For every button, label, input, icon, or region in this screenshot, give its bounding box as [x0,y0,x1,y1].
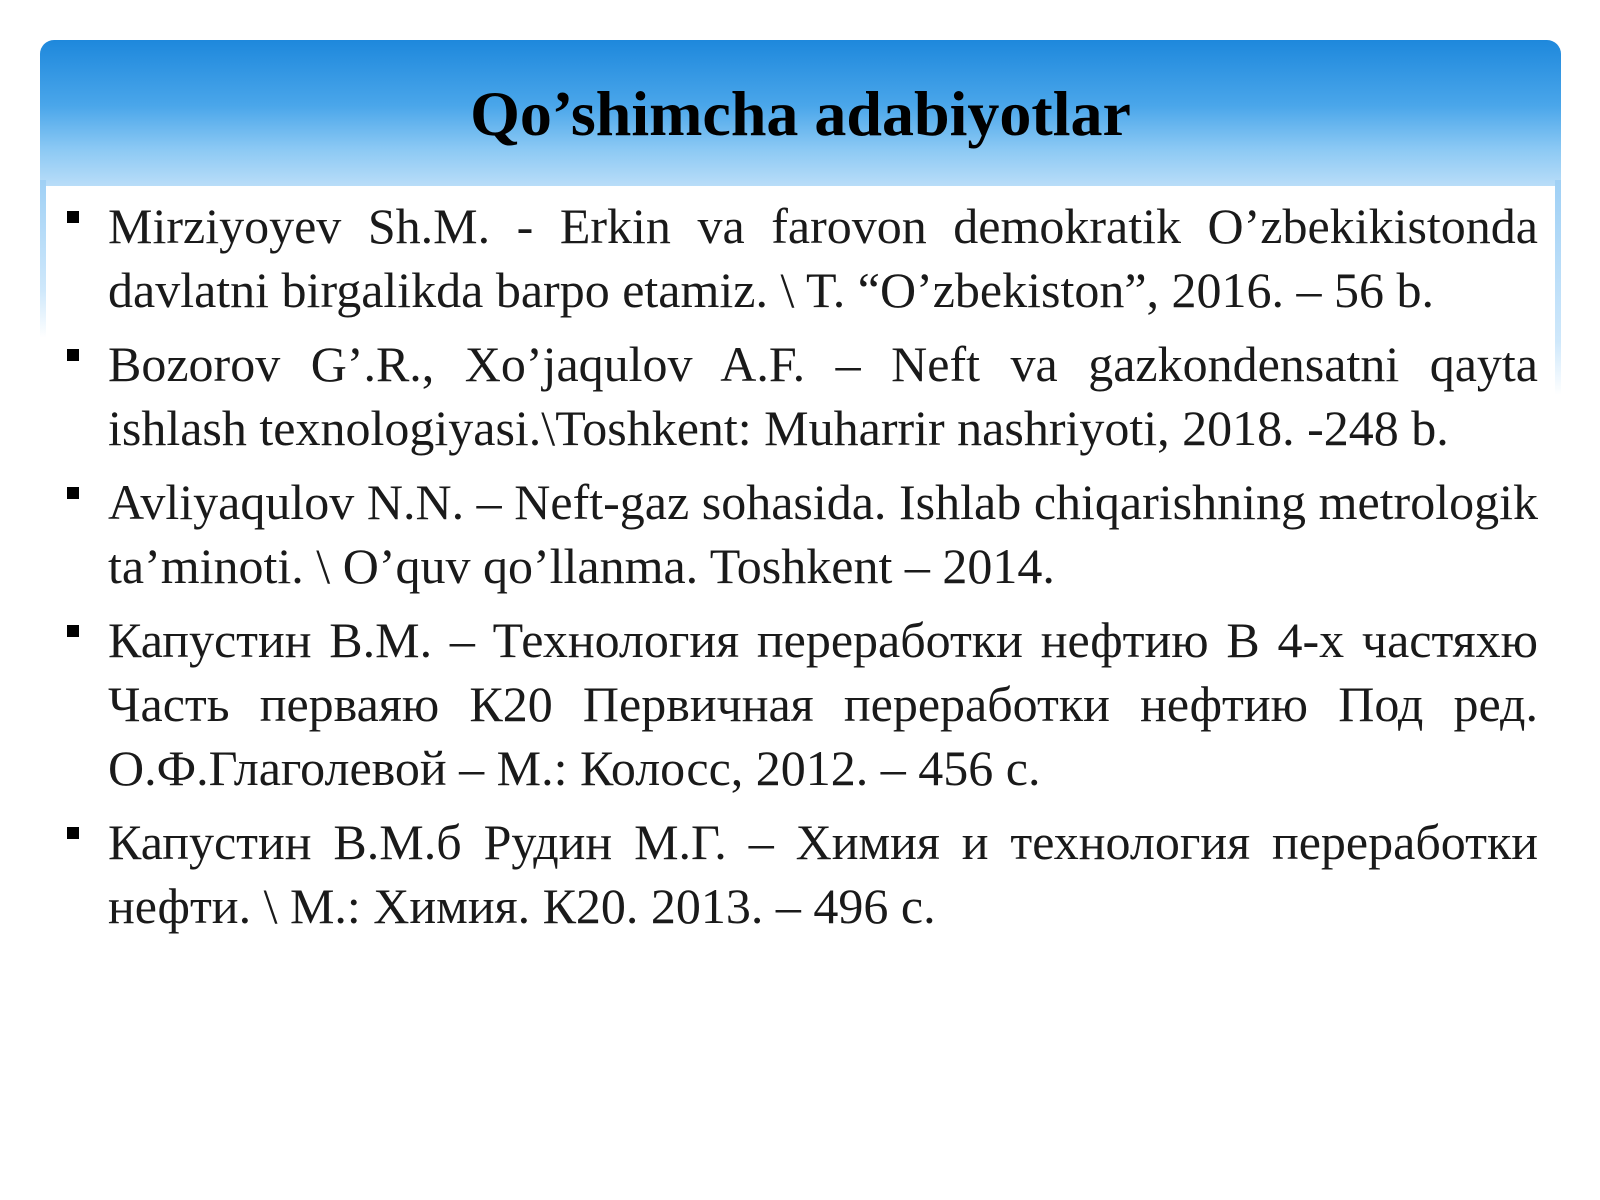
square-bullet-icon [67,349,79,361]
reference-item [62,470,1538,598]
banner-left-edge [40,180,46,338]
reference-text: Капустин В.М. – Технология переработки нефтию В 4-х частяхю Часть перваяю К20 Первичная переработки нефтию Под ред. О.Ф.Глаголевой – М.: Колосс, 2012. – 456 с. [108,612,1538,796]
reference-list [62,194,1538,948]
square-bullet-icon [67,625,79,637]
reference-text: Bozorov G’.R., Xo’jaqulov A.F. – Neft va gazkondensatni qayta ishlash texnologiyasi.\Toshkent: Muharrir nashriyoti, 2018. -248 b. [108,336,1538,456]
reference-item [62,194,1538,322]
reference-text: Капустин В.М.б Рудин М.Г. – Химия и технология переработки нефти. \ М.: Химия. К20. 2013. – 496 с. [108,814,1538,934]
reference-item [62,332,1538,460]
square-bullet-icon [67,487,79,499]
reference-item [62,608,1538,800]
banner-right-edge [1555,180,1561,395]
reference-item [62,810,1538,938]
square-bullet-icon [67,211,79,223]
square-bullet-icon [67,827,79,839]
reference-text: Mirziyoyev Sh.M. - Erkin va farovon demokratik O’zbekikistonda davlatni birgalikda barpo etamiz. \ T. “O’zbekiston”, 2016. – 56 b. [108,198,1538,318]
slide-title: Qo’shimcha adabiyotlar [470,78,1131,149]
reference-text: Avliyaqulov N.N. – Neft-gaz sohasida. Ishlab chiqarishning metrologik ta’minoti. \ O’quv qo’llanma. Toshkent – 2014. [108,474,1538,594]
